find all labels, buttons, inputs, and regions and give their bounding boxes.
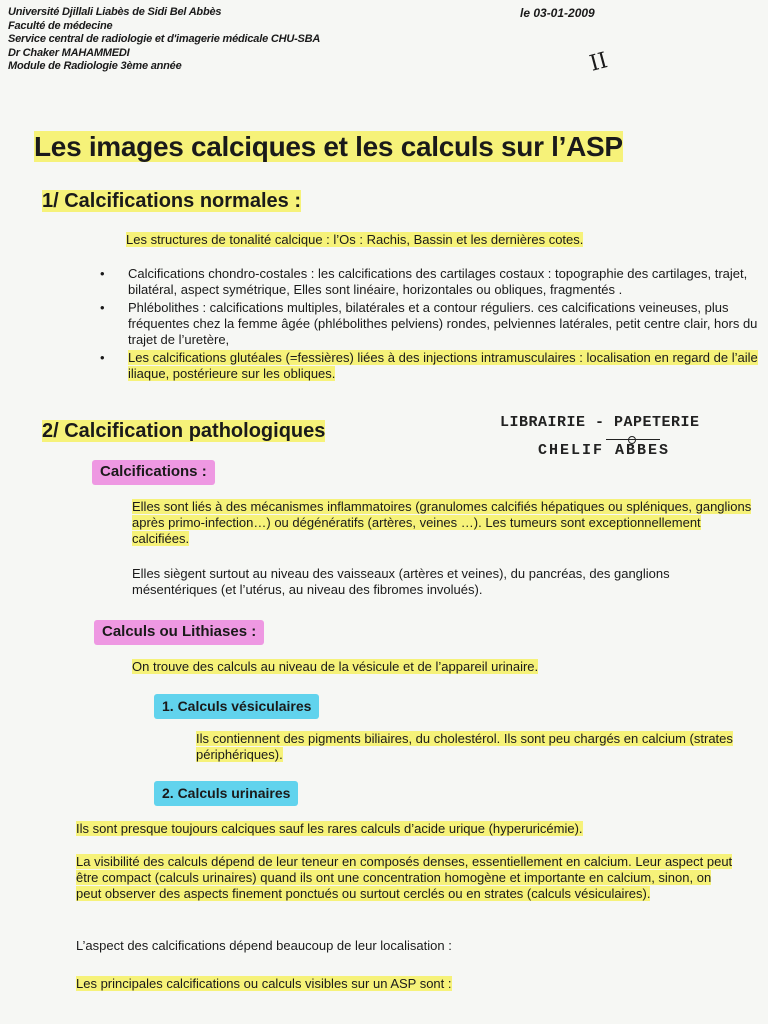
- calculs-heading: Calculs ou Lithiases :: [94, 620, 264, 645]
- calculs-urinaires-label: 2. Calculs urinaires: [154, 781, 298, 806]
- visibilite-paragraph: [76, 854, 736, 902]
- page-title-text: Les images calciques et les calculs sur l’ASP: [34, 131, 623, 162]
- header-line-module: Module de Radiologie 3ème année: [8, 60, 182, 72]
- institution-header: [8, 6, 320, 74]
- list-item: [100, 300, 760, 348]
- bullet-icon: •: [100, 300, 105, 315]
- principales-paragraph: [76, 976, 736, 992]
- aspect-paragraph-text: L’aspect des calcifications dépend beaucoup de leur localisation :: [76, 938, 452, 953]
- header-line-service: Service central de radiologie et d'imagerie médicale CHU-SBA: [8, 33, 321, 45]
- section1-heading: [42, 188, 301, 214]
- calcifications-paragraph-2-text: Elles siègent surtout au niveau des vaisseaux (artères et veines), du pancréas, des ganglions mésentériques (et l’utérus, au niveau des fibromes involués).: [132, 566, 670, 597]
- section2-heading-text: 2/ Calcification pathologiques: [42, 420, 326, 442]
- stamp-line-2: CHELIF ABBES: [538, 442, 671, 459]
- principales-paragraph-text: Les principales calcifications ou calculs visibles sur un ASP sont :: [76, 976, 452, 991]
- list-item: [100, 266, 760, 298]
- section1-heading-text: 1/ Calcifications normales :: [42, 190, 301, 212]
- visibilite-paragraph-text: La visibilité des calculs dépend de leur teneur en composés denses, essentiellement en calcium. Leur aspect peut être compact (calculs urinaires) quand ils ont une concentration homogène et importante en calcium, sinon, on peut observer des aspects finement ponctués ou surtout cerclés ou en strates (calculs vésiculaires).: [76, 854, 733, 901]
- handwritten-mark: II: [587, 48, 611, 77]
- header-line-university: Université Djillali Liabès de Sidi Bel Abbès: [8, 6, 222, 18]
- list-item-text: Les calcifications glutéales (=fessières) liées à des injections intramusculaires : localisation en regard de l’aile iliaque, postérieure sur les obliques.: [128, 350, 758, 381]
- calcifications-paragraph-2: [132, 566, 752, 598]
- bookshop-stamp: [500, 414, 700, 460]
- urinaires-paragraph-text: Ils sont presque toujours calciques sauf les rares calculs d’acide urique (hyperuricémie).: [76, 821, 583, 836]
- section2-heading: [42, 418, 325, 444]
- header-line-doctor: Dr Chaker MAHAMMEDI: [8, 46, 130, 59]
- calculs-vesiculaires-text-span: Ils contiennent des pigments biliaires, du cholestérol. Ils sont peu chargés en calcium (strates périphériques).: [196, 731, 733, 762]
- list-item-text: Phlébolithes : calcifications multiples, bilatérales et a contour réguliers. ces calcifications veineuses, plus fréquentes chez la femme âgée (phlébolithes pelviens) rondes, pelviennes latérales, petit centre clair, hors du trajet de l’uretère,: [128, 300, 758, 347]
- calculs-intro: [132, 659, 752, 675]
- urinaires-paragraph: [76, 821, 756, 837]
- document-date: le 03-01-2009: [520, 6, 595, 20]
- aspect-paragraph: [76, 938, 736, 954]
- list-item-text: Calcifications chondro-costales : les calcifications des cartilages costaux : topographie des cartilages, trajet, bilatéral, aspect symétrique, Elles sont linéaire, horizontales ou obliques, fragmentés .: [128, 266, 748, 297]
- header-line-faculty: Faculté de médecine: [8, 19, 113, 32]
- calcifications-heading: Calcifications :: [92, 460, 215, 485]
- section1-intro-text: Les structures de tonalité calcique : l’Os : Rachis, Bassin et les dernières cotes.: [126, 232, 584, 247]
- calcifications-paragraph-1: [132, 499, 752, 547]
- bullet-icon: •: [100, 350, 105, 365]
- section1-intro: [126, 232, 766, 248]
- stamp-line-1: LIBRAIRIE - PAPETERIE: [500, 414, 700, 431]
- stamp-circle-icon: [628, 436, 636, 444]
- calculs-intro-text: On trouve des calculs au niveau de la vésicule et de l’appareil urinaire.: [132, 659, 539, 674]
- normal-calcifications-list: [100, 266, 760, 384]
- calculs-vesiculaires-label: 1. Calculs vésiculaires: [154, 694, 319, 719]
- calcifications-paragraph-1-text: Elles sont liés à des mécanismes inflammatoires (granulomes calcifiés hépatiques ou spléniques, ganglions après primo-infection…) ou dégénératifs (artères, veines …). Les tumeurs sont exceptionnellement calcifiées.: [132, 499, 752, 546]
- page-title: [34, 130, 623, 164]
- bullet-icon: •: [100, 266, 105, 281]
- list-item: [100, 350, 760, 382]
- calculs-vesiculaires-text: [196, 731, 762, 763]
